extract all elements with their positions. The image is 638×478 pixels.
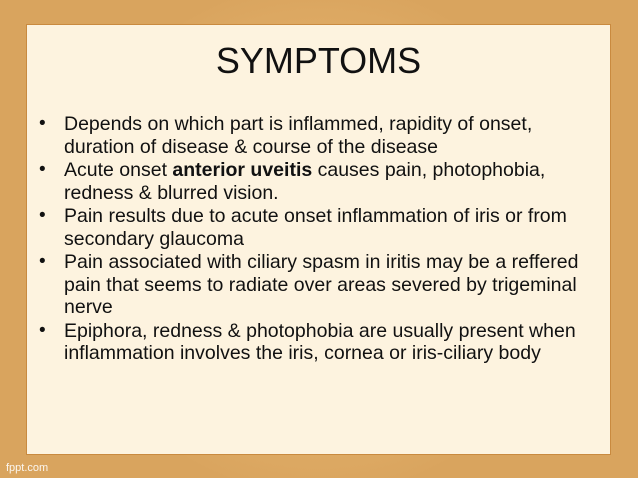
bullet-item bbox=[37, 159, 607, 204]
bullet-list bbox=[37, 113, 607, 366]
bullet-text-post: causes pain, photophobia, redness & blurred vision. bbox=[64, 159, 546, 204]
bullet-text: Epiphora, redness & photophobia are usually present when inflammation involves the iris, cornea or iris-ciliary body bbox=[64, 319, 576, 364]
bullet-item bbox=[37, 205, 607, 250]
bullet-item bbox=[37, 251, 607, 319]
bullet-item bbox=[37, 113, 607, 158]
footer-logo: fppt.com bbox=[6, 462, 49, 474]
bullet-dot: • bbox=[39, 319, 46, 341]
bullet-dot: • bbox=[39, 251, 46, 272]
bullet-text: Pain results due to acute onset inflammation of iris or from secondary glaucoma bbox=[64, 205, 567, 250]
bullet-dot: • bbox=[39, 205, 46, 226]
bullet-text: Depends on which part is inflammed, rapidity of onset, duration of disease & course of the disease bbox=[64, 113, 533, 158]
bullet-item bbox=[37, 320, 607, 365]
bullet-dot: • bbox=[39, 113, 46, 134]
slide-title: SYMPTOMS bbox=[215, 40, 422, 81]
bullet-text-pre: Acute onset bbox=[64, 159, 173, 181]
bullet-dot: • bbox=[39, 159, 46, 180]
slide-panel bbox=[26, 24, 611, 455]
bullet-bold-term: anterior uveitis bbox=[172, 159, 313, 181]
bullet-text: Pain associated with ciliary spasm in iritis may be a reffered pain that seems to radiate over areas severed by trigeminal nerve bbox=[64, 251, 579, 318]
